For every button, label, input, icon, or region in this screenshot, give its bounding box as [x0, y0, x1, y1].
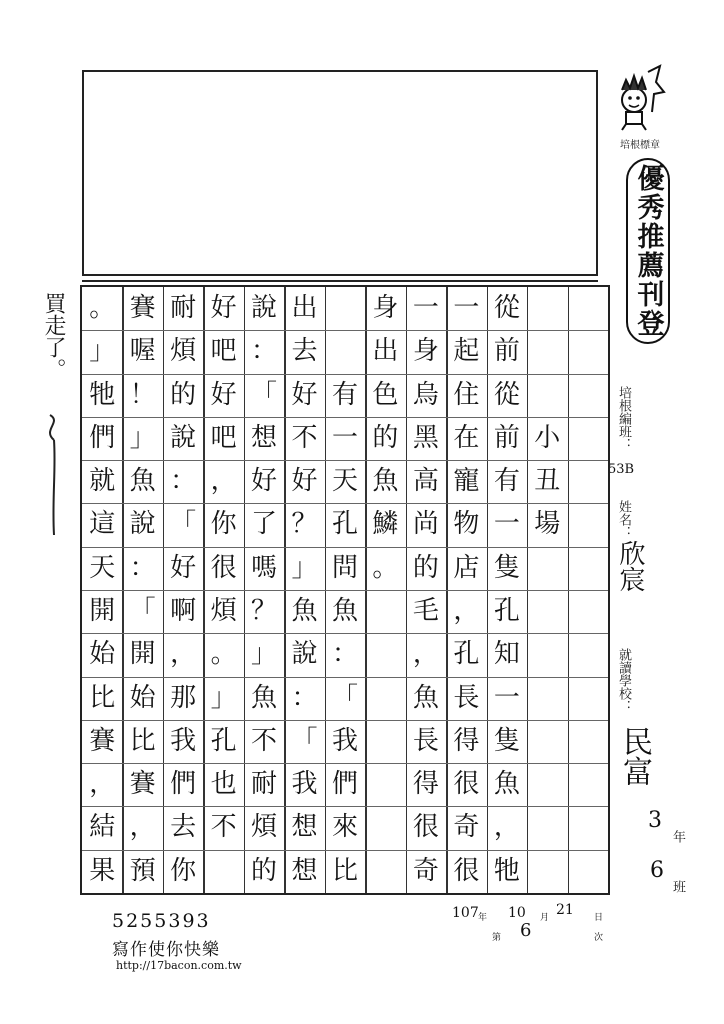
text-char: ：: [251, 336, 278, 367]
text-char: 我: [170, 725, 197, 756]
text-char: 從: [493, 293, 520, 323]
text-char: 想: [291, 855, 318, 886]
text-char: 牠: [89, 379, 116, 410]
text-char: ：: [129, 552, 156, 583]
text-char: 了: [251, 509, 278, 540]
order-value: 6: [520, 920, 532, 941]
text-char: 長: [453, 682, 480, 713]
text-char: 這: [89, 509, 116, 540]
school-value: 民富: [617, 726, 652, 786]
text-char: 我: [291, 769, 318, 800]
text-column: [406, 287, 446, 893]
text-char: 很: [210, 552, 237, 583]
text-char: 很: [412, 812, 439, 843]
order-unit: 次: [594, 933, 604, 943]
text-char: 」: [129, 422, 156, 453]
text-char: ，: [170, 639, 197, 670]
essay-title: [527, 417, 567, 547]
text-column: [244, 287, 284, 893]
text-char: 「: [170, 509, 197, 540]
text-char: 毛: [412, 595, 439, 626]
title-char: 丑: [534, 466, 561, 497]
text-char: 隻: [493, 725, 520, 756]
text-char: 喔: [129, 336, 156, 367]
writing-grid: [80, 285, 610, 895]
text-char: 們: [331, 769, 358, 800]
text-char: 「: [129, 595, 156, 626]
text-char: 嗎: [251, 552, 278, 583]
text-char: 」: [251, 639, 278, 670]
left-margin-note: 買走了。: [41, 292, 66, 380]
text-char: 店: [453, 552, 480, 583]
text-char: [330, 287, 360, 330]
school-label: 就讀學校：: [616, 648, 631, 713]
mascot-icon: [612, 62, 668, 132]
text-char: 好: [210, 379, 237, 410]
text-char: 的: [170, 379, 197, 410]
text-column: [122, 287, 162, 893]
illustration-box: [82, 70, 598, 276]
text-column: [203, 287, 243, 850]
name-label: 姓名：: [616, 500, 631, 539]
text-char: 孔: [493, 595, 520, 626]
text-char: 問: [331, 552, 358, 583]
text-char: 一: [453, 293, 480, 323]
text-char: 們: [170, 769, 197, 800]
order-prefix: 第: [492, 933, 502, 943]
footer-slogan: 寫作使你快樂: [112, 940, 220, 960]
text-char: ：: [291, 682, 318, 713]
text-char: 魚: [372, 466, 399, 497]
text-char: 知: [493, 639, 520, 670]
text-char: 就: [89, 466, 116, 497]
text-char: 來: [331, 812, 358, 843]
text-char: ，: [412, 639, 439, 670]
text-char: 啊: [170, 595, 197, 626]
text-char: 你: [210, 509, 237, 540]
text-char: 。: [372, 552, 399, 583]
stamp-label: 培根標章: [620, 140, 660, 151]
text-char: ？: [251, 595, 278, 626]
text-char: 。: [210, 639, 237, 670]
class-unit: 班: [670, 880, 685, 893]
text-char: 那: [170, 682, 197, 713]
text-char: 賽: [89, 725, 116, 756]
text-char: 」: [210, 682, 237, 713]
text-char: 隻: [493, 552, 520, 583]
text-char: 好: [291, 466, 318, 497]
grade-value: 3: [648, 808, 662, 833]
recommend-stamp-text: 優秀推薦刊登: [632, 164, 664, 338]
text-char: 不: [251, 725, 278, 756]
text-char: 好: [170, 552, 197, 583]
text-char: 鱗: [372, 509, 399, 540]
text-char: 黑: [412, 422, 439, 453]
text-char: 前: [493, 422, 520, 453]
text-char: 魚: [251, 682, 278, 713]
text-char: 起: [453, 336, 480, 367]
class-number: 6: [650, 858, 664, 883]
text-char: 不: [291, 422, 318, 453]
footer-url: http://17bacon.com.tw: [116, 959, 242, 972]
date-month: 10: [508, 905, 526, 921]
text-column: [365, 287, 405, 590]
text-char: 孔: [210, 725, 237, 756]
text-char: 孔: [453, 639, 480, 670]
text-char: 耐: [170, 293, 197, 323]
text-char: 一: [493, 509, 520, 540]
text-char: 比: [331, 855, 358, 886]
text-char: 一: [493, 682, 520, 713]
text-char: 煩: [251, 812, 278, 843]
text-char: 好: [251, 466, 278, 497]
text-char: 想: [291, 812, 318, 843]
title-char: 場: [534, 509, 561, 540]
text-char: 去: [170, 812, 197, 843]
text-char: 物: [453, 509, 480, 540]
text-char: ，: [453, 595, 480, 626]
class-value: 53B: [608, 462, 635, 477]
text-char: ，: [210, 466, 237, 497]
text-char: 」: [291, 552, 318, 583]
text-char: 始: [89, 639, 116, 670]
text-char: 身: [372, 293, 399, 323]
text-char: 說: [251, 293, 278, 323]
text-char: 比: [89, 682, 116, 713]
text-char: ：: [170, 466, 197, 497]
date-year-unit: 年: [478, 913, 488, 923]
text-char: 好: [210, 293, 237, 323]
text-char: ！: [129, 379, 156, 410]
text-char: 說: [129, 509, 156, 540]
text-char: 魚: [331, 595, 358, 626]
text-char: 奇: [453, 812, 480, 843]
text-column: [325, 287, 365, 893]
text-char: 的: [372, 422, 399, 453]
date-day-unit: 日: [594, 913, 604, 923]
text-char: 我: [331, 725, 358, 756]
text-char: ，: [89, 769, 116, 800]
text-char: 從: [493, 379, 520, 410]
text-char: 長: [412, 725, 439, 756]
text-char: 很: [453, 855, 480, 886]
text-char: 孔: [331, 509, 358, 540]
text-char: 想: [251, 422, 278, 453]
title-char: 小: [534, 422, 561, 453]
text-char: 天: [89, 552, 116, 583]
text-char: 好: [291, 379, 318, 410]
text-column: [284, 287, 324, 893]
class-label: 培根編班：: [616, 386, 631, 451]
grade-unit: 年: [670, 830, 685, 843]
text-char: 不: [210, 812, 237, 843]
text-char: 魚: [129, 466, 156, 497]
text-char: 煩: [170, 336, 197, 367]
text-char: 。: [89, 293, 116, 323]
text-char: 說: [291, 639, 318, 670]
text-char: 魚: [493, 769, 520, 800]
text-char: 預: [129, 855, 156, 886]
text-char: 比: [129, 725, 156, 756]
name-value: 欣宸: [615, 540, 645, 592]
date-day: 21: [556, 902, 574, 918]
bacon-stamp: [612, 62, 668, 150]
text-char: 耐: [251, 769, 278, 800]
text-column: [446, 287, 486, 893]
footer-phone: 5255393: [112, 910, 211, 932]
text-char: 尚: [412, 509, 439, 540]
left-margin-squiggle: [40, 410, 70, 544]
text-char: 出: [372, 336, 399, 367]
text-char: 結: [89, 812, 116, 843]
text-char: 魚: [412, 682, 439, 713]
text-char: 天: [331, 466, 358, 497]
text-char: [330, 330, 360, 373]
text-char: 說: [170, 422, 197, 453]
text-char: 賽: [129, 769, 156, 800]
text-char: 始: [129, 682, 156, 713]
text-char: 出: [291, 293, 318, 323]
text-char: 前: [493, 336, 520, 367]
text-char: 賽: [129, 293, 156, 323]
text-char: 果: [89, 855, 116, 886]
text-char: 在: [453, 422, 480, 453]
text-char: 牠: [493, 855, 520, 886]
text-char: 有: [493, 466, 520, 497]
text-char: 也: [210, 769, 237, 800]
text-char: ：: [331, 639, 358, 670]
text-char: 開: [129, 639, 156, 670]
text-char: 去: [291, 336, 318, 367]
date-year: 107: [452, 905, 479, 921]
text-char: 你: [170, 855, 197, 886]
text-char: 得: [412, 769, 439, 800]
text-char: ？: [291, 509, 318, 540]
text-char: 吧: [210, 336, 237, 367]
text-char: 烏: [412, 379, 439, 410]
date-month-unit: 月: [540, 913, 550, 923]
text-char: 身: [412, 336, 439, 367]
text-char: 們: [89, 422, 116, 453]
text-char: 一: [412, 293, 439, 323]
text-char: 住: [453, 379, 480, 410]
text-char: 「: [291, 725, 318, 756]
text-column: [82, 287, 122, 893]
text-char: 煩: [210, 595, 237, 626]
text-char: 魚: [291, 595, 318, 626]
text-char: 很: [453, 769, 480, 800]
text-column: [487, 287, 527, 893]
text-char: 「: [251, 379, 278, 410]
text-char: 色: [372, 379, 399, 410]
text-char: 得: [453, 725, 480, 756]
text-char: 奇: [412, 855, 439, 886]
text-char: 吧: [210, 422, 237, 453]
text-char: 寵: [453, 466, 480, 497]
text-char: 高: [412, 466, 439, 497]
recommend-stamp: [626, 158, 670, 344]
text-char: 的: [251, 855, 278, 886]
text-char: 有: [331, 379, 358, 410]
text-char: 」: [89, 336, 116, 367]
text-char: 開: [89, 595, 116, 626]
text-char: 一: [331, 422, 358, 453]
text-char: ，: [493, 812, 520, 843]
text-char: 的: [412, 552, 439, 583]
text-char: ，: [129, 812, 156, 843]
text-column: [163, 287, 203, 893]
text-char: 「: [331, 682, 358, 713]
